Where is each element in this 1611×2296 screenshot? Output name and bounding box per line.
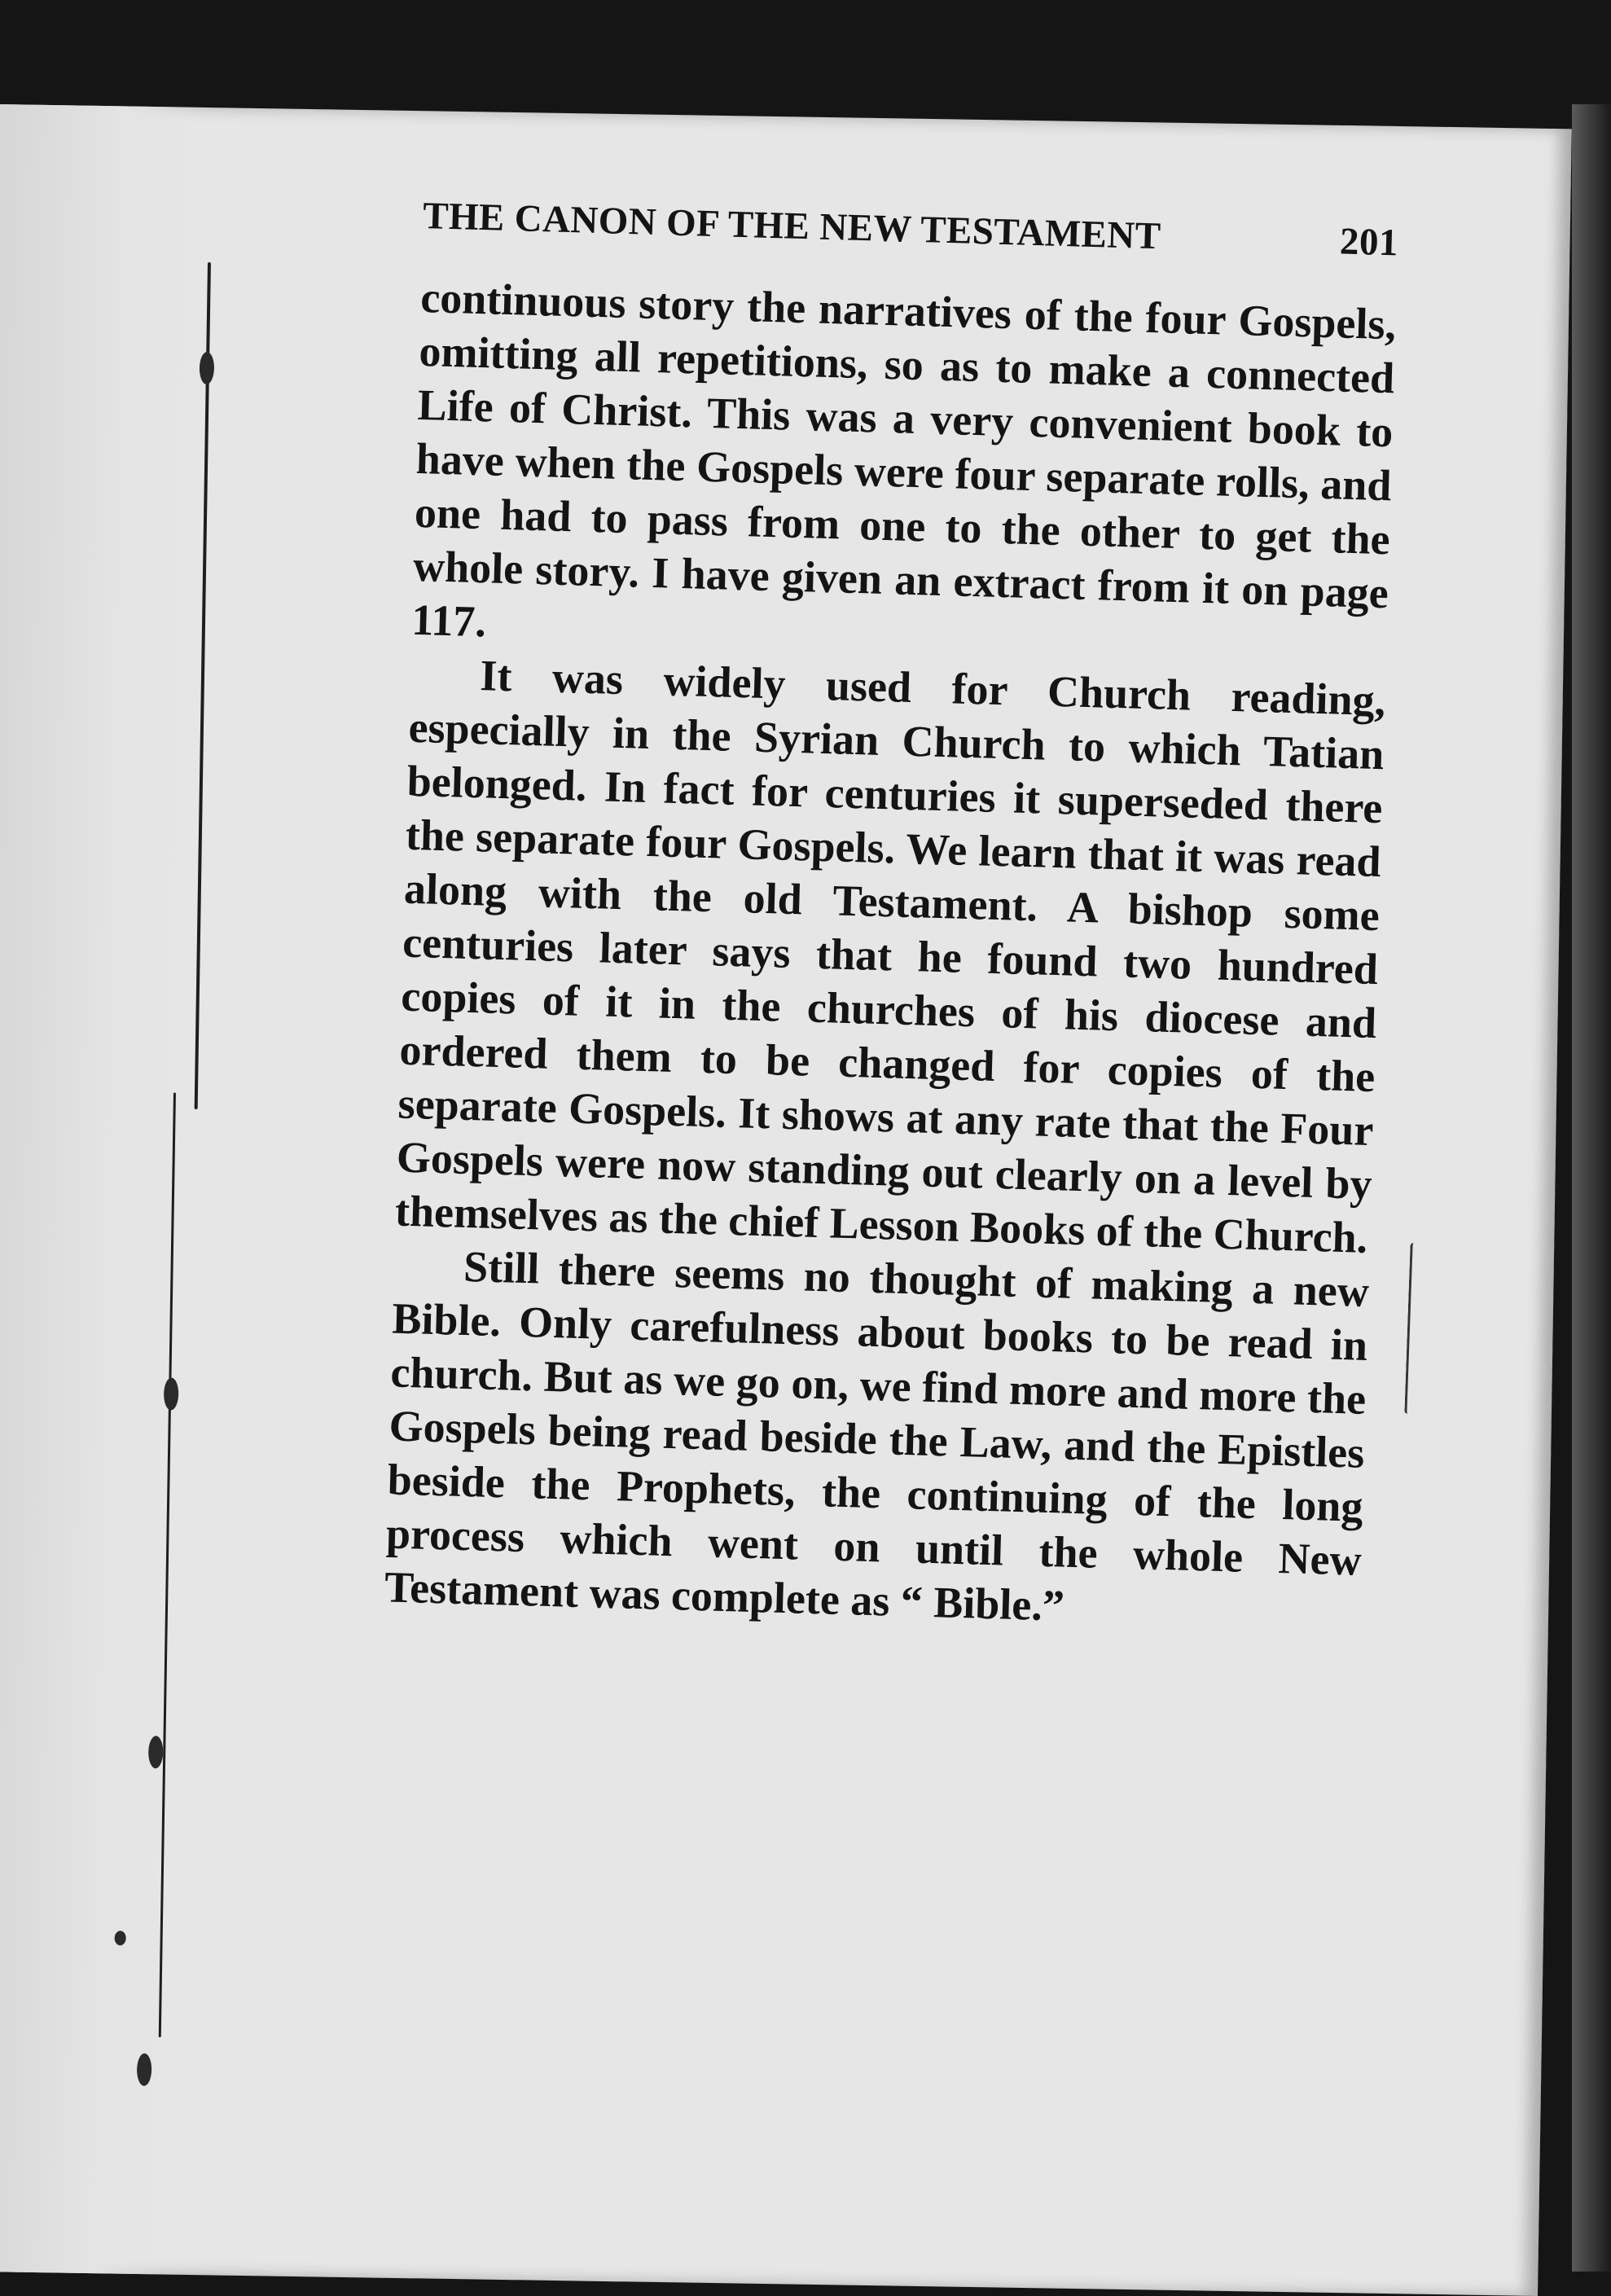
running-title: THE CANON OF THE NEW TESTAMENT: [422, 194, 1162, 258]
paragraph: It was widely used for Church reading, especially in the Syrian Church to which Tatian belonged. In fact for centuries it superseded there the separate four Gospels. We learn that it was read along with the old Testament. A bishop some centuries later says that he found two hundred copies of it in the churches of his diocese and ordered them to be changed for copies of the separate Gospels. It shows at any rate that the Four Gospels were now standing out clearly on a level by themselves as the chief Lesson Books of the Church.: [394, 651, 1386, 1262]
paragraph: continuous story the narratives of the four Gospels, omitting all repetitions, so as to make a connected Life of Christ. This was a very convenient book to have when the Gospels were four separate rolls, and one had to pass from one to the other to get the whole story. I have given an extract from it on page 117.: [410, 272, 1397, 647]
page-edge-shadow: [1572, 104, 1611, 2272]
page-number: 201: [1339, 220, 1399, 265]
text-block: [384, 194, 1398, 1641]
paragraph: Still there seems no thought of making a new Bible. Only carefulness about books to be read in church. But as we go on, we find more and more the Gospels being read beside the Law, and the Epistles beside the Prophets, the continuing of the long process which went on until the whole New Testament was complete as “ Bible.”: [384, 1241, 1370, 1631]
binding-thread-mark: [200, 352, 215, 384]
gutter-shadow: [0, 104, 212, 2275]
